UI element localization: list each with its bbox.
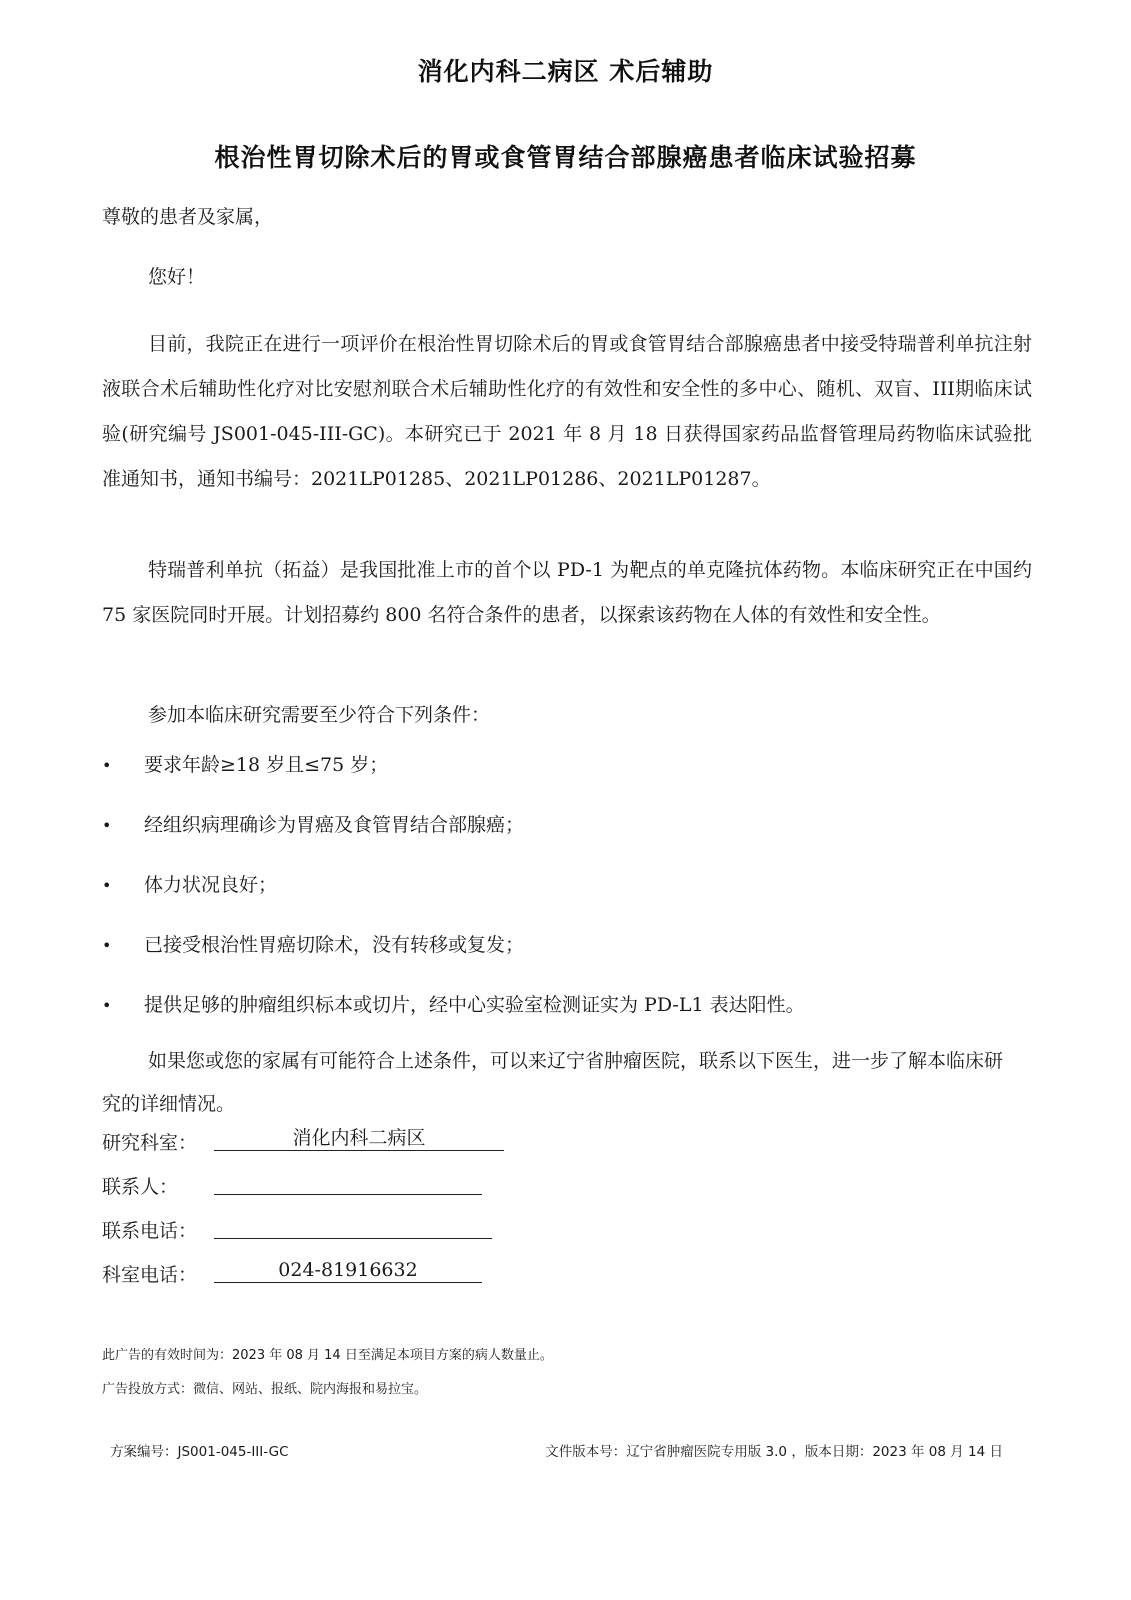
bullet-icon: • (102, 996, 112, 1015)
criteria-text: 要求年龄≥18 岁且≤75 岁； (144, 754, 389, 776)
office-phone-value: 024-81916632 (214, 1258, 482, 1283)
contact-phone-label: 联系电话： (102, 1220, 198, 1242)
greeting-hello: 您好！ (148, 266, 206, 288)
channels-note: 广告投放方式：微信、网站、报纸、院内海报和易拉宝。 (102, 1382, 428, 1397)
criteria-text: 体力状况良好； (144, 874, 278, 896)
document-version: 文件版本号：辽宁省肿瘤医院专用版 3.0 ，版本日期：2023 年 08 月 14 日 (545, 1444, 1003, 1460)
intro-paragraph: 目前，我院正在进行一项评价在根治性胃切除术后的胃或食管胃结合部腺癌患者中接受特瑞普利单抗注射液联合术后辅助性化疗对比安慰剂联合术后辅助性化疗的有效性和安全性的多中心、随机、双盲、III期临床试验(研究编号 JS001-045-III-GC)。本研究已于 2021 年 8 月 18 日获得国家药品监督管理局药物临床试验批准通知书，通知书编号：2021LP01285、2021LP01286、2021LP01287。 (102, 333, 1032, 490)
contact-person-label: 联系人： (102, 1176, 179, 1198)
criteria-item (102, 876, 805, 936)
contact-person-field (102, 1172, 212, 1199)
validity-note: 此广告的有效时间为：2023 年 08 月 14 日至满足本项目方案的病人数量止。 (102, 1348, 553, 1363)
criteria-intro: 参加本临床研究需要至少符合下列条件： (148, 704, 491, 726)
criteria-text: 经组织病理确诊为胃癌及食管胃结合部腺癌； (144, 814, 525, 836)
office-phone-field (102, 1259, 418, 1287)
bullet-icon: • (102, 756, 112, 775)
bullet-icon: • (102, 816, 112, 835)
criteria-text: 提供足够的肿瘤组织标本或切片，经中心实验室检测证实为 PD-L1 表达阳性。 (144, 994, 805, 1016)
department-label: 研究科室： (102, 1132, 198, 1154)
criteria-list (102, 756, 805, 1056)
closing-paragraph: 如果您或您的家属有可能符合上述条件，可以来辽宁省肿瘤医院，联系以下医生，进一步了解本临床研究的详细情况。 (102, 1050, 1004, 1115)
contact-phone-value (214, 1214, 492, 1239)
criteria-item (102, 936, 805, 996)
page-subtitle: 根治性胃切除术后的胃或食管胃结合部腺癌患者临床试验招募 (214, 143, 917, 172)
page-title: 消化内科二病区 术后辅助 (417, 57, 714, 86)
bullet-icon: • (102, 876, 112, 895)
department-value: 消化内科二病区 (214, 1126, 504, 1151)
salutation: 尊敬的患者及家属， (102, 206, 274, 228)
criteria-item (102, 816, 805, 876)
contact-person-value (214, 1170, 482, 1195)
contact-phone-field (102, 1216, 212, 1243)
criteria-item (102, 756, 805, 816)
drug-paragraph: 特瑞普利单抗（拓益）是我国批准上市的首个以 PD-1 为靶点的单克隆抗体药物。本临床研究正在中国约 75 家医院同时开展。计划招募约 800 名符合条件的患者，以探索该药物在人体的有效性和安全性。 (102, 559, 1032, 626)
protocol-number: 方案编号：JS001-045-III-GC (110, 1444, 289, 1460)
department-field (102, 1127, 426, 1155)
criteria-text: 已接受根治性胃癌切除术，没有转移或复发； (144, 934, 525, 956)
bullet-icon: • (102, 936, 112, 955)
office-phone-label: 科室电话： (102, 1264, 198, 1286)
